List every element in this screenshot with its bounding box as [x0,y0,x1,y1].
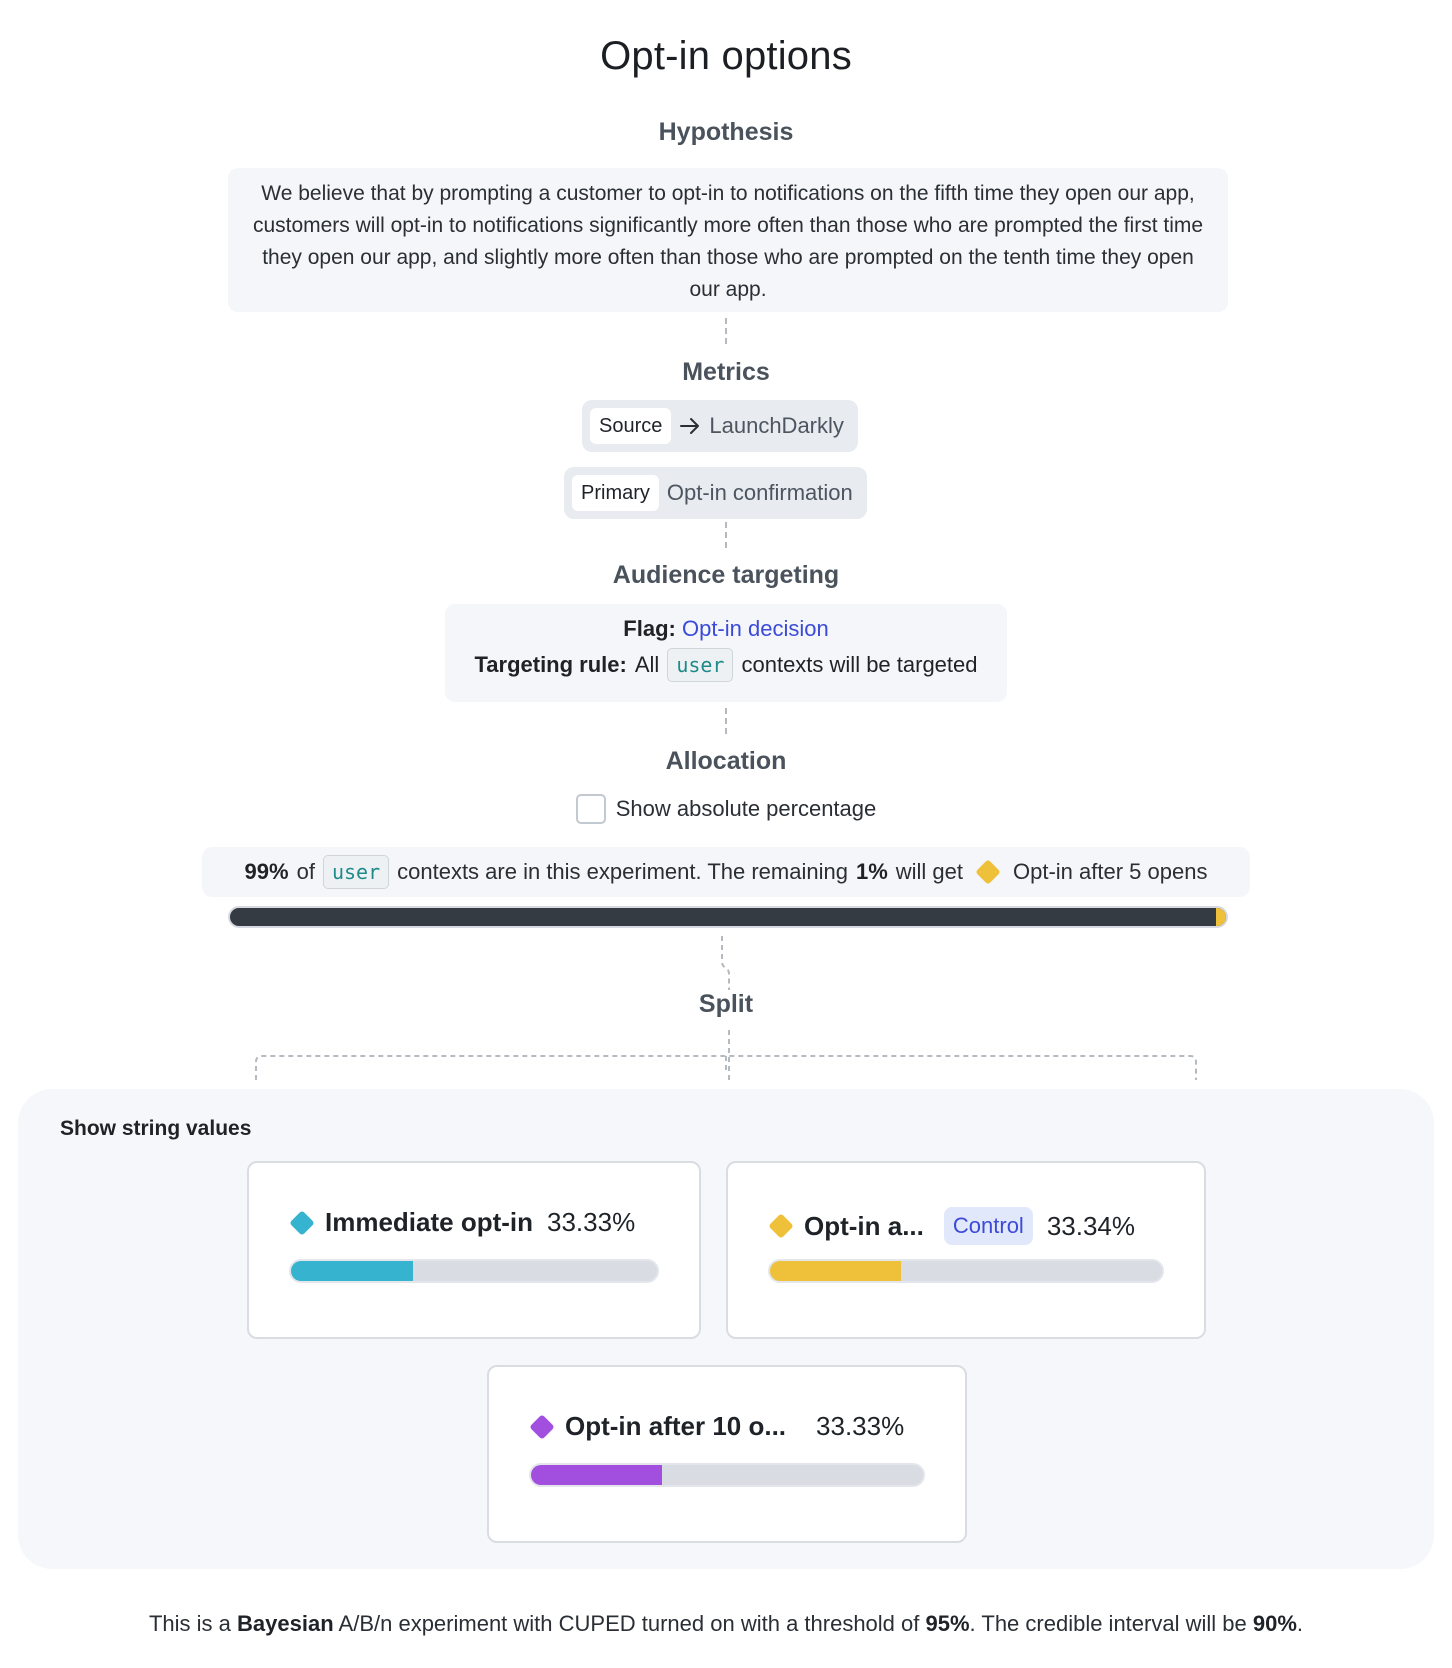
allocation-of: of [296,859,315,884]
variant-name: Opt-in after 10 o... [565,1411,787,1441]
fallback-variant-diamond-icon [975,859,1000,884]
metrics-source-pill[interactable] [582,400,858,452]
allocation-rest-pct: 1% [855,859,888,884]
variant-progress-bar [768,1259,1164,1283]
variant-name: Immediate opt-in [325,1207,534,1237]
absolute-percentage-toggle[interactable] [0,794,1452,824]
source-value: LaunchDarkly [709,413,844,438]
context-kind-chip: user [667,648,733,682]
footer-interval: 90% [1252,1611,1297,1636]
allocation-bar-remaining [1216,908,1226,926]
audience-title: Audience targeting [612,561,840,589]
absolute-percentage-label: Show absolute percentage [615,796,877,821]
allocation-in-pct: 99% [244,859,289,884]
variant-progress-bar [529,1463,925,1487]
footer-text: . The credible interval will be [969,1611,1253,1636]
allocation-bar [228,906,1228,928]
hypothesis-title: Hypothesis [658,118,794,146]
allocation-will-get: will get [895,859,963,884]
flag-label: Flag: [623,616,676,641]
split-panel [18,1089,1434,1569]
variant-progress-fill [291,1261,413,1281]
footer-threshold: 95% [925,1611,970,1636]
targeting-rule-label: Targeting rule: [474,652,627,677]
variant-progress-fill [531,1465,662,1485]
hypothesis-text: We believe that by prompting a customer to opt-in to notifications on the fifth time they open our app, customers will opt-in to notifications significantly more often than those who are prompted the first time they open our app, and slightly more often than those who are prompted on the tenth time they open our app. [252,182,1204,301]
allocation-text: contexts are in this experiment. The remaining [397,859,848,884]
page-title: Opt-in options [600,34,852,78]
fallback-variant-name: Opt-in after 5 opens [1013,859,1208,884]
experiment-summary [0,1611,1452,1637]
targeting-rule-suffix: contexts will be targeted [741,652,978,677]
connector-line [725,708,727,734]
metrics-title: Metrics [682,358,770,386]
connector-line [725,522,727,548]
flag-link[interactable]: Opt-in decision [681,616,829,641]
allocation-summary [202,847,1250,897]
variant-percentage: 33.33% [547,1207,636,1237]
absolute-percentage-checkbox[interactable] [576,794,606,824]
primary-tag: Primary [572,475,659,511]
variant-card[interactable] [247,1161,701,1339]
variant-progress-bar [289,1259,659,1283]
allocation-title: Allocation [665,747,787,775]
footer-method: Bayesian [237,1611,334,1636]
arrow-right-icon [679,415,701,437]
hypothesis-box [228,168,1228,312]
show-string-values-toggle[interactable]: Show string values [60,1117,252,1140]
source-tag: Source [590,408,671,444]
split-title: Split [698,990,754,1018]
variant-diamond-icon [768,1213,793,1238]
control-badge: Control [944,1207,1033,1245]
context-kind-chip: user [323,855,389,889]
metrics-primary-pill[interactable] [564,467,867,519]
targeting-rule-prefix: All [634,652,660,677]
variant-diamond-icon [529,1414,554,1439]
audience-box [445,604,1007,702]
variant-name: Opt-in a... [804,1210,924,1241]
footer-text: This is a [148,1611,238,1636]
footer-text: . [1296,1611,1304,1636]
variant-percentage: 33.33% [816,1411,905,1441]
footer-text: A/B/n experiment with CUPED turned on with a threshold of [333,1611,926,1636]
variant-progress-fill [770,1261,901,1281]
variant-card[interactable] [487,1365,967,1543]
primary-value: Opt-in confirmation [666,480,853,505]
connector-line [725,318,727,344]
variant-diamond-icon [289,1210,314,1235]
variant-card[interactable] [726,1161,1206,1339]
variant-percentage: 33.34% [1046,1210,1135,1241]
